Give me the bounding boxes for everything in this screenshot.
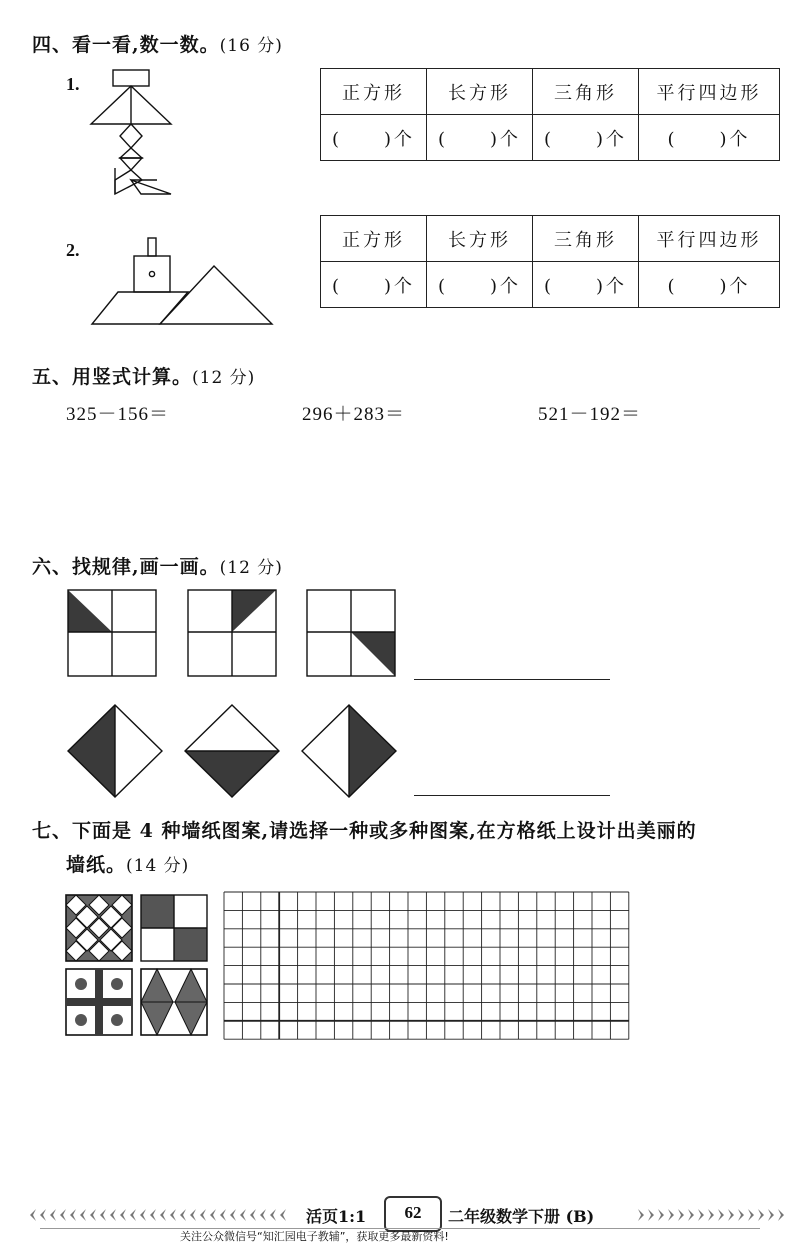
chevron-right-icon — [738, 1209, 744, 1221]
chevron-left-icon — [60, 1209, 66, 1221]
section7-title-line2: 墙纸。 — [66, 854, 127, 876]
chevron-left-icon — [90, 1209, 96, 1221]
page-number-box — [384, 1196, 442, 1232]
footer-notice: 关注公众微信号“知汇园电子教辅”，获取更多最新资料! — [180, 1230, 449, 1243]
pattern-diamond-1 — [66, 703, 164, 799]
wallpaper-pattern-checker — [140, 894, 208, 962]
section7-heading-line1: 七、下面是 4 种墙纸图案,请选择一种或多种图案,在方格纸上设计出美丽的 — [32, 820, 697, 842]
chevron-left-icon — [240, 1209, 246, 1221]
section4-score: (16 分) — [219, 36, 283, 56]
section5-heading — [32, 362, 255, 389]
footer-right-decoration — [636, 1206, 796, 1224]
wallpaper-pattern-diamonds — [65, 894, 133, 962]
section4-heading — [32, 30, 283, 57]
section6-heading — [32, 552, 283, 579]
answer-parallelogram[interactable]: ( )个 — [639, 115, 780, 161]
header-square: 正方形 — [321, 216, 427, 262]
calc-problem-3: 521－192＝ — [538, 404, 642, 425]
answer-triangle[interactable]: ( )个 — [533, 262, 639, 308]
chevron-right-icon — [718, 1209, 724, 1221]
table-answer-row — [321, 115, 780, 161]
chevron-left-icon — [70, 1209, 76, 1221]
chevron-left-icon — [270, 1209, 276, 1221]
section4-title: 四、看一看,数一数。 — [32, 34, 220, 56]
answer-square[interactable]: ( )个 — [321, 262, 427, 308]
chevron-left-icon — [250, 1209, 256, 1221]
chevron-left-icon — [140, 1209, 146, 1221]
header-rectangle: 长方形 — [427, 216, 533, 262]
chevron-left-icon — [260, 1209, 266, 1221]
chevron-left-icon — [280, 1209, 286, 1221]
shape-count-table-2 — [320, 215, 780, 308]
section5-score: (12 分) — [192, 368, 256, 388]
grid-paper[interactable] — [222, 890, 632, 1040]
chevron-right-icon — [728, 1209, 734, 1221]
table-header-row — [321, 216, 780, 262]
pattern-diamond-2 — [183, 703, 281, 799]
chevron-right-icon — [678, 1209, 684, 1221]
wallpaper-pattern-rhombus — [140, 968, 208, 1036]
answer-parallelogram[interactable]: ( )个 — [639, 262, 780, 308]
section7-heading-line2 — [66, 850, 189, 877]
pattern-answer-line-1[interactable] — [414, 679, 610, 680]
q1-label: 1. — [66, 74, 80, 94]
header-rectangle: 长方形 — [427, 69, 533, 115]
chevron-right-icon — [708, 1209, 714, 1221]
shape-count-table-1 — [320, 68, 780, 161]
table-header-row — [321, 69, 780, 115]
chevron-left-icon — [180, 1209, 186, 1221]
chevron-left-icon — [40, 1209, 46, 1221]
tangram-figure-1 — [85, 68, 175, 200]
answer-square[interactable]: ( )个 — [321, 115, 427, 161]
section6-score: (12 分) — [219, 558, 283, 578]
answer-rectangle[interactable]: ( )个 — [427, 262, 533, 308]
wallpaper-pattern-dots — [65, 968, 133, 1036]
header-triangle: 三角形 — [533, 216, 639, 262]
chevron-left-icon — [50, 1209, 56, 1221]
section6-title: 六、找规律,画一画。 — [32, 556, 220, 578]
pattern-diamond-3 — [300, 703, 398, 799]
chevron-left-icon — [120, 1209, 126, 1221]
section7-score: (14 分) — [126, 856, 190, 876]
footer-right-text: 二年级数学下册 (B) — [448, 1207, 595, 1226]
chevron-left-icon — [170, 1209, 176, 1221]
chevron-left-icon — [210, 1209, 216, 1221]
table-answer-row — [321, 262, 780, 308]
q2-label: 2. — [66, 240, 80, 260]
answer-rectangle[interactable]: ( )个 — [427, 115, 533, 161]
pattern-answer-line-2[interactable] — [414, 795, 610, 796]
chevron-left-icon — [220, 1209, 226, 1221]
chevron-right-icon — [668, 1209, 674, 1221]
calc-problem-1: 325－156＝ — [66, 404, 170, 425]
pattern-square-2 — [186, 588, 278, 678]
answer-triangle[interactable]: ( )个 — [533, 115, 639, 161]
chevron-left-icon — [130, 1209, 136, 1221]
chevron-left-icon — [100, 1209, 106, 1221]
page-number: 62 — [404, 1203, 422, 1222]
chevron-left-icon — [160, 1209, 166, 1221]
chevron-right-icon — [758, 1209, 764, 1221]
chevron-right-icon — [638, 1209, 644, 1221]
header-triangle: 三角形 — [533, 69, 639, 115]
calc-problem-2: 296＋283＝ — [302, 404, 406, 425]
chevron-right-icon — [698, 1209, 704, 1221]
chevron-right-icon — [748, 1209, 754, 1221]
chevron-left-icon — [230, 1209, 236, 1221]
chevron-right-icon — [688, 1209, 694, 1221]
chevron-left-icon — [80, 1209, 86, 1221]
section5-title: 五、用竖式计算。 — [32, 366, 193, 388]
header-parallelogram: 平行四边形 — [639, 216, 780, 262]
pattern-square-1 — [66, 588, 158, 678]
chevron-right-icon — [778, 1209, 784, 1221]
pattern-square-3 — [305, 588, 397, 678]
header-parallelogram: 平行四边形 — [639, 69, 780, 115]
chevron-left-icon — [150, 1209, 156, 1221]
chevron-right-icon — [658, 1209, 664, 1221]
chevron-left-icon — [110, 1209, 116, 1221]
header-square: 正方形 — [321, 69, 427, 115]
boat-figure-2 — [90, 236, 274, 326]
chevron-right-icon — [768, 1209, 774, 1221]
chevron-left-icon — [30, 1209, 36, 1221]
chevron-left-icon — [190, 1209, 196, 1221]
footer-left-text: 活页1:1 — [306, 1207, 367, 1226]
footer-left-decoration — [28, 1206, 298, 1224]
chevron-left-icon — [200, 1209, 206, 1221]
chevron-right-icon — [648, 1209, 654, 1221]
